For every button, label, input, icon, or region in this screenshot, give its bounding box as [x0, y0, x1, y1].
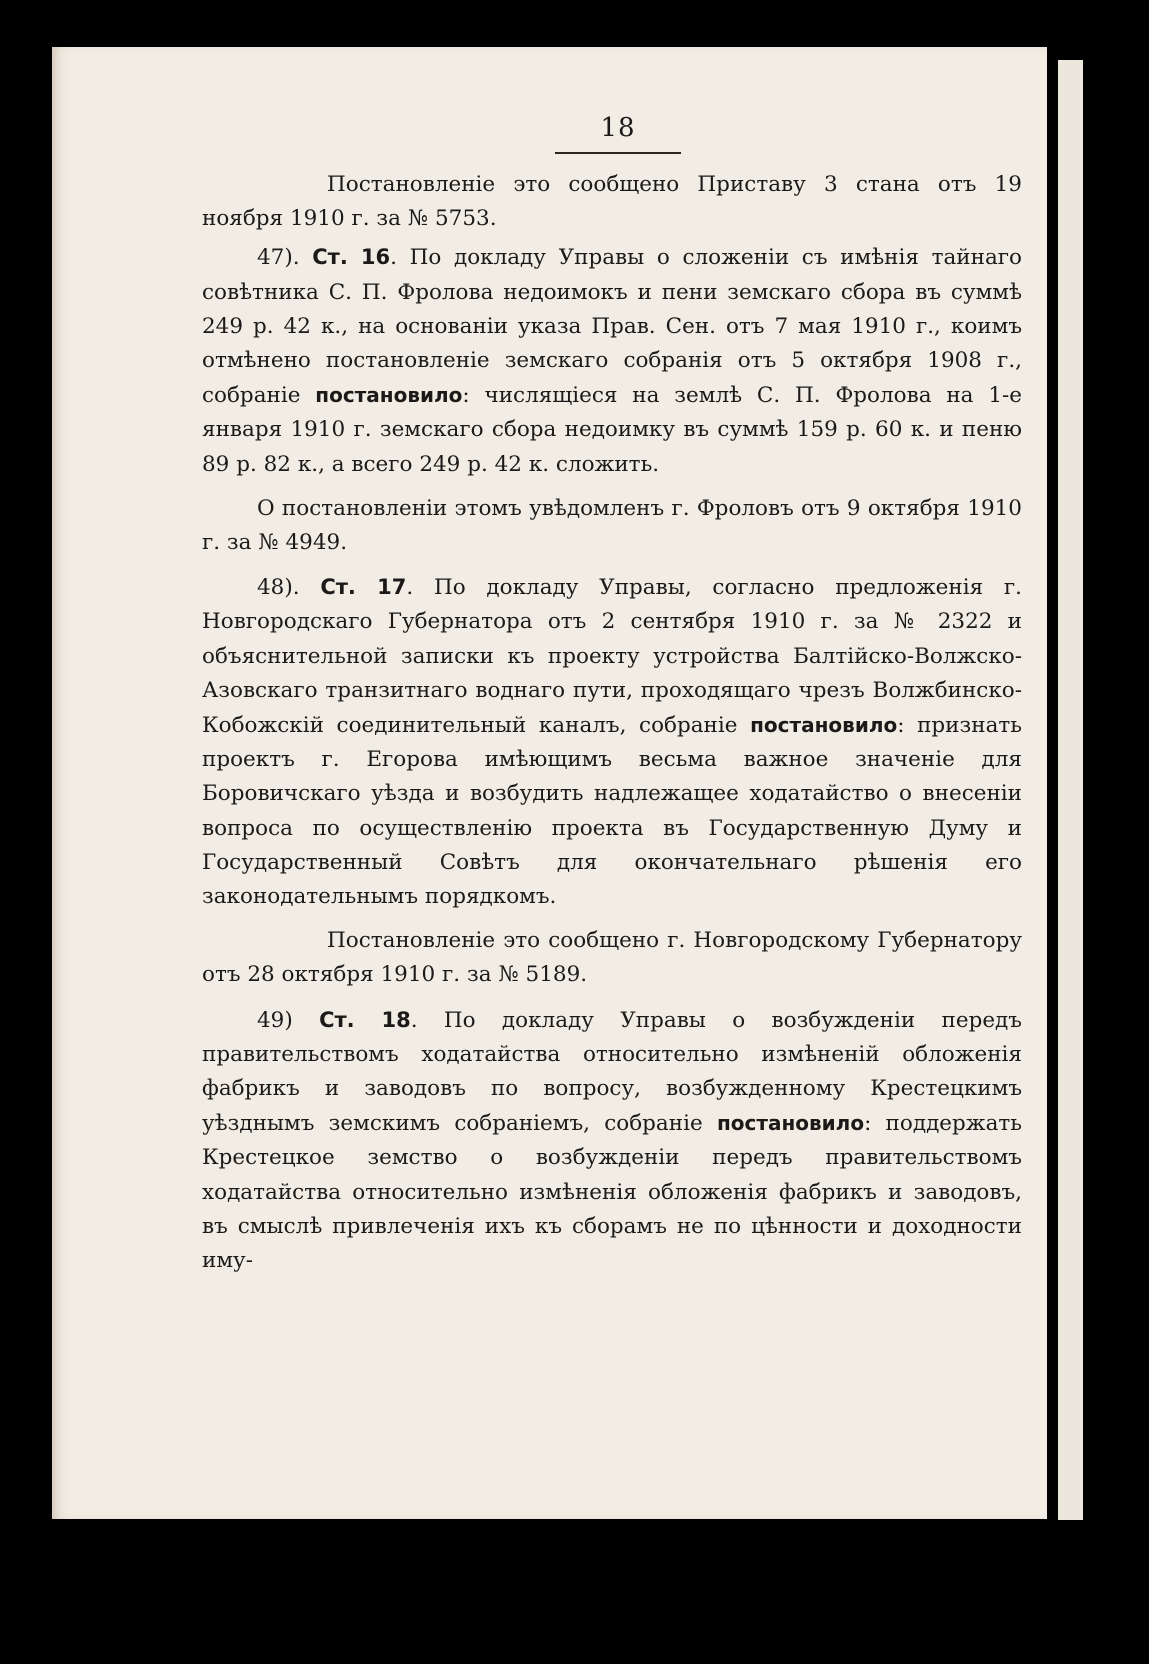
- page-number-rule: [555, 152, 681, 154]
- item-number: 48).: [257, 575, 321, 601]
- text-run: Постановленіе это сообщено г. Новгородскому Губернатору отъ 28 октября 1910 г. за № 5189.: [202, 928, 1022, 988]
- item-49-paragraph: [202, 1003, 1022, 1279]
- text-run: : числящіеся на землѣ С. П. Фролова на 1-е января 1910 г. земскаго сбора недоимку въ суммѣ 159 р. 60 к. и пеню 89 р. 82 к., а всего 249 р. 42 к. сложить.: [202, 383, 1023, 477]
- text-run: О постановленіи этомъ увѣдомленъ г. Фроловъ отъ 9 октября 1910 г. за № 4949.: [202, 495, 1022, 556]
- item-47-paragraph: [202, 240, 1022, 481]
- article-reference: Ст. 18: [319, 1007, 411, 1032]
- decision-keyword: постановило: [750, 713, 898, 738]
- item-number: 49): [257, 1007, 320, 1033]
- decision-keyword: постановило: [716, 1111, 865, 1136]
- page-text: [202, 168, 1022, 1278]
- text-run: Постановленіе это сообщено Приставу 3 стана отъ 19 ноября 1910 г. за № 5753.: [202, 172, 1022, 232]
- item-48-paragraph: [202, 570, 1022, 914]
- item-number: 47).: [257, 245, 313, 271]
- adjacent-page-edge: [1058, 60, 1083, 1520]
- notice-paragraph: [202, 168, 1022, 236]
- article-reference: Ст. 16: [312, 245, 391, 270]
- text-run: . По докладу Управы о возбужденіи передъ правительствомъ ходатайства относительно измѣненій обложенія фабрикъ и заводовъ по вопросу, возбужденному Крестецкимъ уѣзднымъ земскимъ собраніемъ, собраніе: [202, 1007, 1022, 1137]
- text-run: . По докладу Управы о сложеніи съ имѣнія тайнаго совѣтника С. П. Фролова недоимокъ и пени земскаго сбора въ суммѣ 249 р. 42 к., на основаніи указа Прав. Сен. отъ 7 мая 1910 г., коимъ отмѣнено постановленіе земскаго собранія отъ 5 октября 1908 г., собраніе: [202, 245, 1022, 409]
- decision-keyword: постановило: [315, 383, 463, 408]
- notice-paragraph: [202, 492, 1022, 560]
- page-number: 18: [600, 113, 636, 143]
- text-run: : признать проектъ г. Егорова имѣющимъ весьма важное значеніе для Боровичскаго уѣзда и возбудить надлежащее ходатайство о внесеніи вопроса по осуществленію проекта въ Государственную Думу и Государственный Совѣтъ для окончательнаго рѣшенія его законодательнымъ порядкомъ.: [202, 713, 1022, 910]
- text-run: . По докладу Управы, согласно предложенія г. Новгородскаго Губернатора отъ 2 сентября 1910 г. за № 2322 и объяснительной записки къ проекту устройства Балтійско-Волжско-Азовскаго транзитнаго воднаго пути, проходящаго чрезъ Волжбинско-Кобожскій соединительный каналъ, собраніе: [202, 575, 1022, 739]
- article-reference: Ст. 17: [320, 575, 407, 600]
- notice-paragraph: [202, 924, 1022, 992]
- text-run: : поддержать Крестецкое земство о возбужденіи передъ правительствомъ ходатайства относительно измѣненія обложенія фабрикъ и заводовъ, въ смыслѣ привлеченія ихъ къ сборамъ не по цѣнности и доходности иму-: [202, 1111, 1022, 1274]
